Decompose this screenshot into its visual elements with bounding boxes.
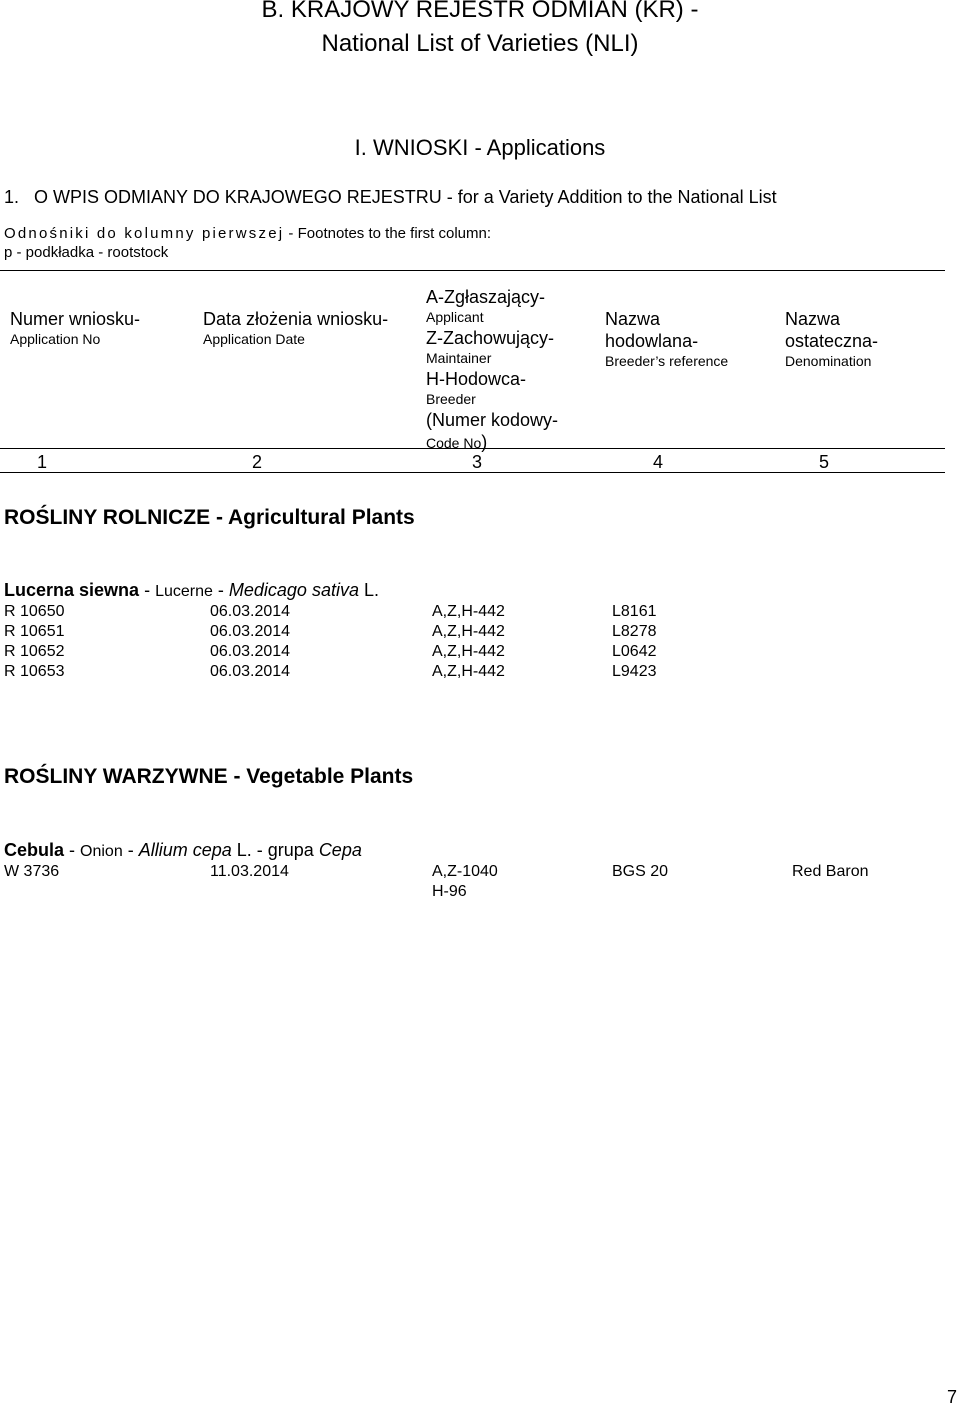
subsection-heading [4, 186, 777, 208]
cell-ref: L8278 [612, 623, 657, 640]
header-bottom-rule [0, 472, 945, 473]
species-heading-lucerne [4, 580, 379, 601]
cell-codes: A,Z,H-442 [432, 623, 505, 640]
page-number: 7 [947, 1387, 958, 1407]
column-number-4: 4 [653, 452, 664, 472]
header-col2-en: Application Date [203, 331, 305, 347]
group-title-agricultural: ROŚLINY ROLNICZE - Agricultural Plants [4, 506, 415, 529]
footnotes-line1 [4, 224, 491, 244]
cell-codes-line2: H-96 [432, 883, 467, 900]
cell-codes: A,Z-1040 [432, 863, 498, 880]
subsection-text: O WPIS ODMIANY DO KRAJOWEGO REJESTRU - for a Variety Addition to the National List [34, 187, 777, 207]
cell-denom: Red Baron [792, 863, 869, 880]
cell-codes: A,Z,H-442 [432, 603, 505, 620]
column-number-2: 2 [252, 452, 263, 472]
header-col3-a-pl: A-Zgłaszający- [426, 287, 546, 307]
species-suffix: L. [358, 580, 379, 600]
footnotes-line2: p - podkładka - rootstock [4, 244, 169, 261]
species-en: Onion [80, 843, 123, 860]
header-col1 [10, 308, 140, 349]
document-title-line1: B. KRAJOWY REJESTR ODMIAN (KR) - [261, 0, 699, 23]
header-col3-z-pl: Z-Zachowujący- [426, 328, 555, 348]
header-col2 [203, 308, 388, 349]
header-col3-z-en: Maintainer [426, 350, 492, 366]
header-col3-code-en-line [426, 431, 558, 453]
cell-date: 11.03.2014 [210, 863, 289, 880]
cell-app-no: R 10653 [4, 663, 65, 680]
table-row [4, 622, 944, 642]
cell-date: 06.03.2014 [210, 643, 291, 660]
column-number-3: 3 [472, 452, 483, 472]
table-row [4, 862, 944, 902]
species-group: Cepa [318, 840, 362, 860]
header-col1-en: Application No [10, 331, 101, 347]
species-latin: Allium cepa [138, 840, 232, 860]
table-body-onion [4, 862, 944, 904]
header-col4-pl2: hodowlana- [605, 331, 699, 351]
header-top-rule [0, 270, 945, 271]
table-row [4, 642, 944, 662]
subsection-number: 1. [4, 187, 20, 207]
species-heading-onion [4, 840, 362, 861]
footnotes-label: Odnośniki do kolumny pierwszej [4, 225, 285, 242]
cell-app-no: R 10652 [4, 643, 65, 660]
footnotes-label-en: - Footnotes to the first column: [284, 225, 492, 242]
species-en: Lucerne [155, 583, 213, 600]
header-col5-en: Denomination [785, 353, 872, 369]
cell-app-no: R 10650 [4, 603, 65, 620]
table-body-lucerne [4, 602, 944, 684]
species-latin: Medicago sativa [228, 580, 359, 600]
header-col4-pl1: Nazwa [605, 309, 661, 329]
species-sep: - [64, 840, 81, 860]
document-title-line2: National List of Varieties (NLI) [321, 30, 639, 57]
column-number-1: 1 [37, 452, 48, 472]
species-sep: - [122, 840, 139, 860]
header-col3-code-pl: (Numer kodowy- [426, 410, 559, 430]
header-col3-h-pl: H-Hodowca- [426, 369, 527, 389]
species-pl: Cebula [4, 840, 65, 860]
cell-ref: BGS 20 [612, 863, 669, 880]
header-col3 [426, 286, 558, 453]
header-col2-pl: Data złożenia wniosku- [203, 309, 389, 329]
species-suffix: L. - grupa [231, 840, 319, 860]
table-row [4, 662, 944, 682]
cell-ref: L8161 [612, 603, 657, 620]
header-mid-rule [0, 448, 945, 449]
cell-date: 06.03.2014 [210, 663, 291, 680]
header-col4 [605, 308, 728, 371]
header-col4-en: Breeder’s reference [605, 353, 729, 369]
cell-ref: L9423 [612, 663, 657, 680]
cell-date: 06.03.2014 [210, 623, 291, 640]
table-row [4, 602, 944, 622]
species-sep: - [139, 580, 156, 600]
header-col5-pl2: ostateczna- [785, 331, 879, 351]
cell-codes: A,Z,H-442 [432, 643, 505, 660]
header-col3-code-en: Code No [426, 435, 482, 451]
cell-codes: A,Z,H-442 [432, 663, 505, 680]
cell-ref: L0642 [612, 643, 657, 660]
header-col1-pl: Numer wniosku- [10, 309, 141, 329]
header-col3-code-close: ) [481, 432, 488, 452]
header-col3-h-en: Breeder [426, 391, 476, 407]
header-col5-pl1: Nazwa [785, 309, 841, 329]
species-pl: Lucerna siewna [4, 580, 140, 600]
cell-date: 06.03.2014 [210, 603, 291, 620]
column-number-5: 5 [819, 452, 830, 472]
group-title-vegetable: ROŚLINY WARZYWNE - Vegetable Plants [4, 765, 414, 788]
section-title: I. WNIOSKI - Applications [354, 135, 606, 160]
header-col5 [785, 308, 878, 371]
species-sep: - [212, 580, 229, 600]
cell-app-no: R 10651 [4, 623, 65, 640]
header-col3-a-en: Applicant [426, 309, 484, 325]
cell-app-no: W 3736 [4, 863, 60, 880]
